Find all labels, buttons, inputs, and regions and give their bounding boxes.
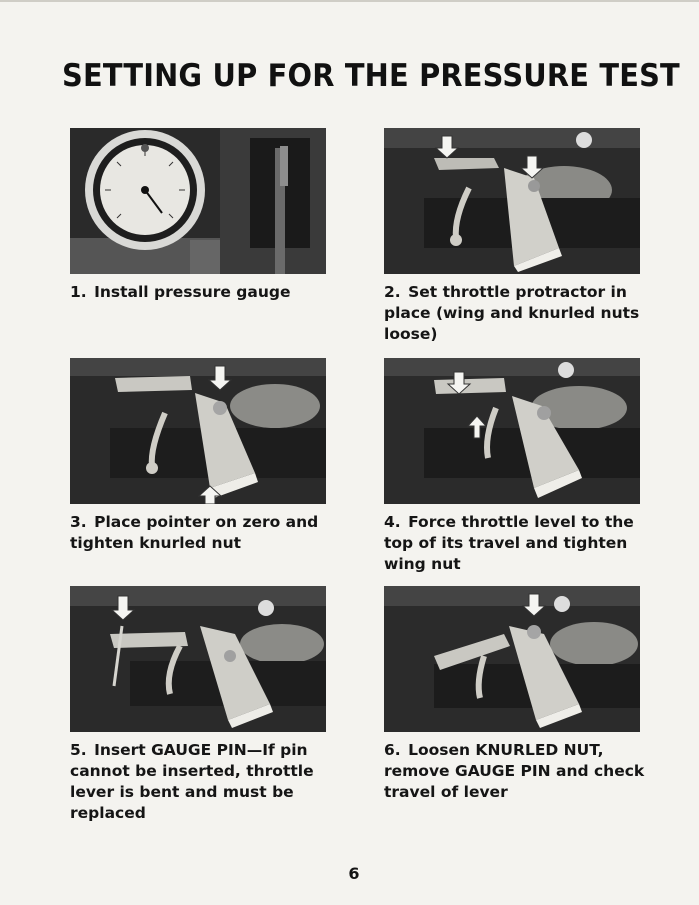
step-text: Force throttle level to the top of its travel and tighten wing nut	[384, 513, 634, 573]
pointer-on-zero-photo	[70, 358, 326, 504]
step-3	[70, 358, 332, 554]
gauge-pin-insert-photo	[70, 586, 326, 732]
page-title: SETTING UP FOR THE PRESSURE TEST	[62, 58, 680, 94]
step-2	[384, 128, 646, 345]
step-1-photo	[70, 128, 326, 274]
step-number: 4.	[384, 513, 401, 531]
step-text: Place pointer on zero and tighten knurled nut	[70, 513, 319, 552]
step-number: 6.	[384, 741, 401, 759]
step-5-caption	[70, 740, 332, 824]
loosen-knurled-nut-photo	[384, 586, 640, 732]
step-3-photo	[70, 358, 326, 504]
step-4-caption	[384, 512, 646, 575]
step-4-photo	[384, 358, 640, 504]
step-3-caption	[70, 512, 332, 554]
step-6-caption	[384, 740, 646, 803]
step-4	[384, 358, 646, 575]
step-2-caption	[384, 282, 646, 345]
page-number: 6	[348, 864, 360, 883]
top-rule	[0, 0, 699, 2]
step-text: Set throttle protractor in place (wing and knurled nuts loose)	[384, 283, 640, 343]
step-1	[70, 128, 332, 303]
step-number: 3.	[70, 513, 87, 531]
step-5	[70, 586, 332, 824]
throttle-top-travel-photo	[384, 358, 640, 504]
throttle-protractor-photo	[384, 128, 640, 274]
step-number: 5.	[70, 741, 87, 759]
step-6	[384, 586, 646, 803]
step-text: Loosen KNURLED NUT, remove GAUGE PIN and check travel of lever	[384, 741, 645, 801]
pressure-gauge-photo	[70, 128, 326, 274]
step-number: 2.	[384, 283, 401, 301]
step-5-photo	[70, 586, 326, 732]
step-2-photo	[384, 128, 640, 274]
step-1-caption	[70, 282, 332, 303]
step-6-photo	[384, 586, 640, 732]
step-number: 1.	[70, 283, 87, 301]
step-text: Install pressure gauge	[94, 283, 291, 301]
step-text: Insert GAUGE PIN—If pin cannot be inserted, throttle lever is bent and must be replaced	[70, 741, 314, 822]
